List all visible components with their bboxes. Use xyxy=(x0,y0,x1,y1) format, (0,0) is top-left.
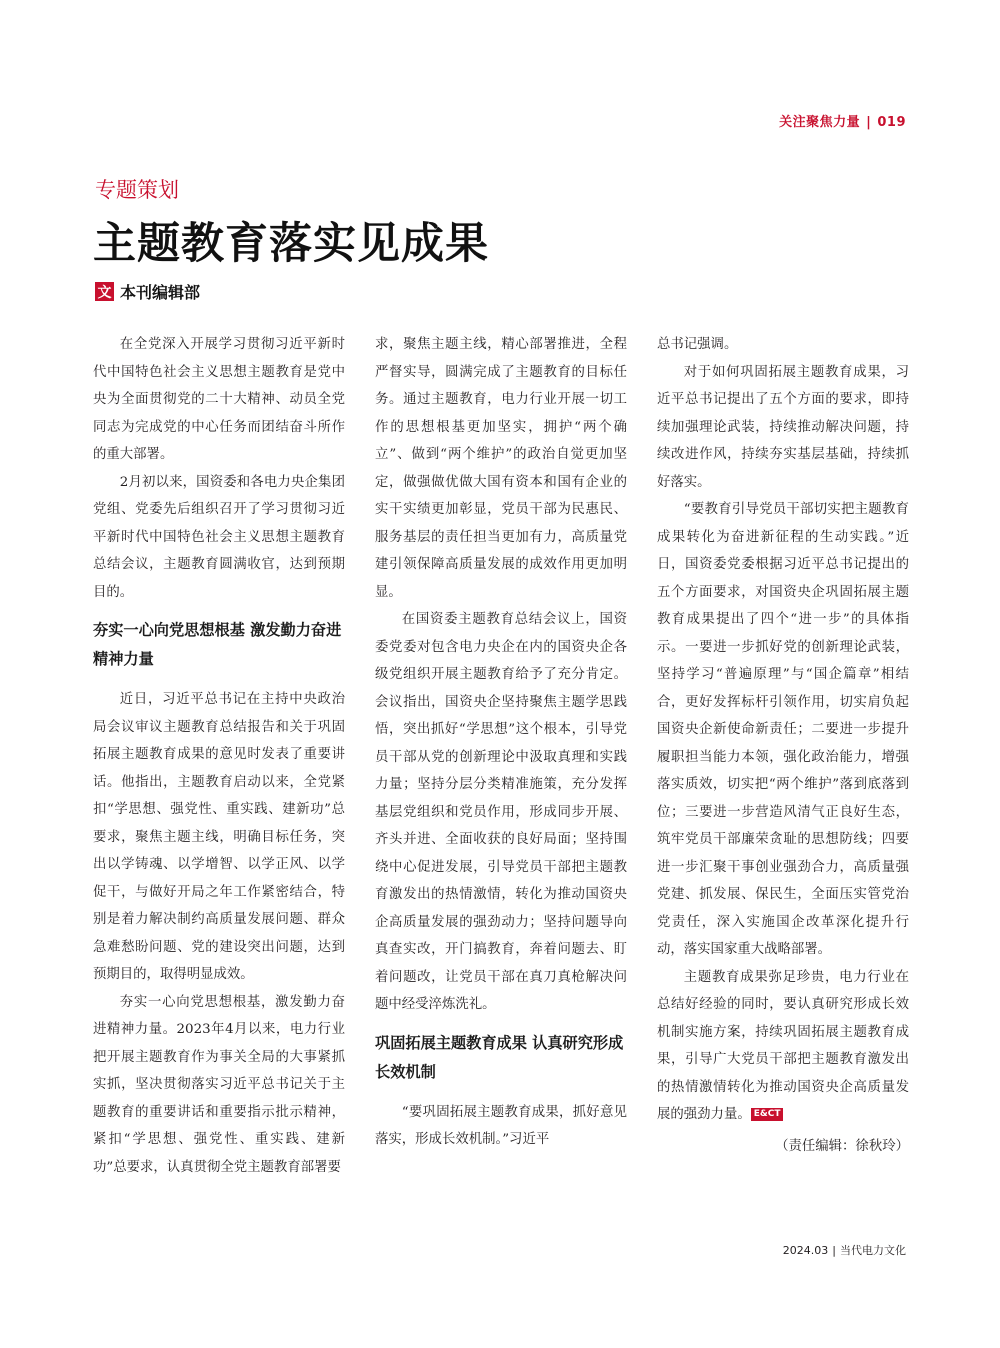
page-title: 主题教育落实见成果 xyxy=(93,219,489,269)
paragraph-text: 主题教育成果弥足珍贵，电力行业在总结好经验的同时，要认真研究形成长效机制实施方案，持续巩固拓展主题教育成果，引导广大党员干部把主题教育激发出的热情激情转化为推动国资央企高质量发展的强劲力量。 xyxy=(657,969,909,1122)
paragraph: 近日，习近平总书记在主持中央政治局会议审议主题教育总结报告和关于巩固拓展主题教育成果的意见时发表了重要讲话。他指出，主题教育启动以来，全党紧扣“学思想、强党性、重实践、建新功”总要求，聚焦主题主线，明确目标任务，突出以学铸魂、以学增智、以学正风、以学促干，与做好开局之年工作紧密结合，特别是着力解决制约高质量发展问题、群众急难愁盼问题、党的建设突出问题，达到预期目的，取得明显成效。 xyxy=(93,692,345,982)
editor-credit: （责任编辑：徐秋玲） xyxy=(775,1138,909,1154)
footer-magazine: 当代电力文化 xyxy=(840,1244,906,1257)
byline-author: 本刊编辑部 xyxy=(120,283,201,302)
page-number: 019 xyxy=(877,115,906,130)
paragraph: 在全党深入开展学习贯彻习近平新时代中国特色社会主义思想主题教育是党中央为全面贯彻党的二十大精神、动员全党同志为完成党的中心任务而团结奋斗所作的重大部署。 xyxy=(93,337,345,462)
byline-badge: 文 xyxy=(95,282,114,301)
footer-separator: | xyxy=(832,1244,836,1257)
paragraph-final xyxy=(657,964,909,1129)
header-section: 关注聚焦力量 xyxy=(779,115,861,130)
paragraph: 求，聚焦主题主线，精心部署推进，全程严督实导，圆满完成了主题教育的目标任务。通过主题教育，电力行业开展一切工作的思想根基更加坚实，拥护“两个确立”、做到“两个维护”的政治自觉更加坚定，做强做优做大国有资本和国有企业的实干实绩更加彰显，党员干部为民惠民、服务基层的责任担当更加有力，高质量党建引领保障高质量发展的成效作用更加明显。 xyxy=(375,337,627,600)
header-separator: | xyxy=(866,115,872,130)
paragraph: 在国资委主题教育总结会议上，国资委党委对包含电力央企在内的国资央企各级党组织开展主题教育给予了充分肯定。会议指出，国资央企坚持聚焦主题学思践悟，突出抓好“学思想”这个根本，引导党员干部从党的创新理论中汲取真理和实践力量；坚持分层分类精准施策，充分发挥基层党组织和党员作用，形成同步开展、齐头并进、全面收获的良好局面；坚持围绕中心促进发展，引导党员干部把主题教育激发出的热情激情，转化为推动国资央企高质量发展的强劲动力；坚持问题导向真查实改，开门搞教育，奔着问题去、盯着问题改，让党员干部在真刀真枪解决问题中经受淬炼洗礼。 xyxy=(375,612,627,1012)
footer-issue: 2024.03 xyxy=(782,1244,829,1257)
subheading: 巩固拓展主题教育成果 认真研究形成长效机制 xyxy=(375,1033,624,1081)
running-header xyxy=(779,111,906,130)
paragraph: 2月初以来，国资委和各电力央企集团党组、党委先后组织召开了学习贯彻习近平新时代中国特色社会主义思想主题教育总结会议，主题教育圆满收官，达到预期目的。 xyxy=(93,474,345,600)
byline xyxy=(95,280,200,303)
paragraph: 对于如何巩固拓展主题教育成果，习近平总书记提出了五个方面的要求，即持续加强理论武装，持续推动解决问题，持续改进作风，持续夯实基层基础，持续抓好落实。 xyxy=(657,364,909,490)
section-tag: 专题策划 xyxy=(95,178,179,202)
paragraph: “要巩固拓展主题教育成果，抓好意见落实，形成长效机制。”习近平 xyxy=(375,1104,627,1147)
article-column-3 xyxy=(657,331,909,1160)
paragraph: “要教育引导党员干部切实把主题教育成果转化为奋进新征程的生动实践。”近日，国资委党委根据习近平总书记提出的五个方面要求，对国资央企巩固拓展主题教育成果提出了四个“进一步”的具体指示。一要进一步抓好党的创新理论武装，坚持学习“普遍原理”与“国企篇章”相结合，更好发挥标杆引领作用，切实肩负起国资央企新使命新责任；二要进一步提升履职担当能力本领，强化政治能力，增强落实质效，切实把“两个维护”落到底落到位；三要进一步营造风清气正良好生态，筑牢党员干部廉荣贪耻的思想防线；四要进一步汇聚干事创业强劲合力，高质量强党建、抓发展、保民生，全面压实管党治党责任，深入实施国企改革深化提升行动，落实国家重大战略部署。 xyxy=(657,502,909,957)
paragraph: 夯实一心向党思想根基，激发勤力奋进精神力量。2023年4月以来，电力行业把开展主题教育作为事关全局的大事紧抓实抓，坚决贯彻落实习近平总书记关于主题教育的重要讲话和重要指示批示精神，紧扣“学思想、强党性、重实践、建新功”总要求，认真贯彻全党主题教育部署要 xyxy=(93,994,345,1175)
article-column-1 xyxy=(93,331,345,1181)
end-mark-logo: E&CT xyxy=(751,1108,784,1121)
paragraph: 总书记强调。 xyxy=(657,337,738,352)
subheading: 夯实一心向党思想根基 激发勤力奋进精神力量 xyxy=(93,621,342,668)
page-footer xyxy=(783,1242,906,1258)
article-column-2 xyxy=(375,331,627,1154)
